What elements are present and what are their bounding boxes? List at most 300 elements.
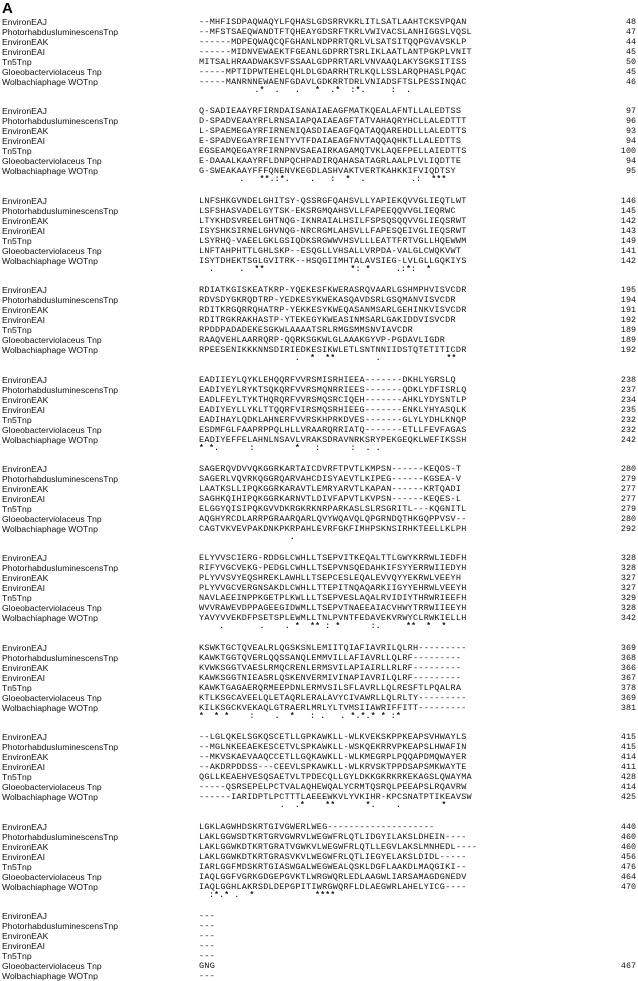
sequence-residues: LAKLGGWKDTKRTGRATVGWKVLWEGWFRLQTLLEGVLAKSLMNHEDL---- <box>199 841 478 852</box>
residue-position: 378 <box>620 682 636 693</box>
sequence-residues: ISYTDHEKTSGLGVITRK--HSQGIIMHTALAVSIEG-LVLGLLGQKIYS <box>199 255 467 266</box>
sequence-residues: ESDMFGLFAAPRPPQLHLLVRAARQRRIATQ-------ETLLFEVFAGAS <box>199 424 467 435</box>
alignment-block <box>0 911 638 981</box>
sequence-name: PhotorhabdusluminescensTnp <box>2 920 119 931</box>
alignment-row <box>0 593 638 603</box>
sequence-name: PhotorhabdusluminescensTnp <box>2 652 119 663</box>
residue-position: 280 <box>620 463 636 474</box>
sequence-name: EnvironEAI <box>2 225 45 236</box>
sequence-residues: LAKLGGWSDTKRTGRVGWRVLWEGWFRLQTLIDGYILAKSLDHEIN---- <box>199 831 467 842</box>
sequence-name: Tn5Tnp <box>2 414 32 425</box>
alignment-row <box>0 464 638 474</box>
residue-position: 96 <box>625 116 636 127</box>
alignment-row <box>0 405 638 415</box>
sequence-name: Wolbachiaphage WOTnp <box>2 792 98 803</box>
residue-position: 95 <box>625 166 636 177</box>
alignment-row <box>0 951 638 961</box>
residue-position: 279 <box>620 473 636 484</box>
residue-position: 237 <box>620 384 636 395</box>
sequence-residues: WVVRAWEVDPPAGEEGIDWMLLTSEPVTNAEEAIACVHWYTRRWIIEEYH <box>199 603 467 614</box>
sequence-name: Gloeobacterviolaceus Tnp <box>2 424 102 435</box>
sequence-residues: ELGGYQISIPQKGVVDKRGKRKNRPARKASLSLRSGRITL---KQGNITL <box>199 503 467 514</box>
residue-position: 45 <box>625 67 636 77</box>
sequence-name: EnvironEAJ <box>2 463 47 474</box>
residue-position: 279 <box>620 503 636 514</box>
alignment-row <box>0 37 638 47</box>
sequence-name: Tn5Tnp <box>2 146 32 157</box>
sequence-name: EnvironEAJ <box>2 106 47 117</box>
sequence-residues: LSYRHQ-VAEELGKLGSIQDKSRGWWVHSVLLLEATTFRTVGLLHQEWWM <box>199 235 467 246</box>
alignment-block <box>0 464 638 542</box>
sequence-residues: ------MIDNVEWAEKTFGEANLGDPRRTSRLIKLAATLANTPGKPLVNIT <box>199 47 472 57</box>
conservation-line <box>0 176 638 184</box>
sequence-name: Wolbachiaphage WOTnp <box>2 702 98 713</box>
alignment-row <box>0 911 638 921</box>
residue-position: 97 <box>625 106 636 117</box>
sequence-name: Tn5Tnp <box>2 682 32 693</box>
alignment-block <box>0 643 638 721</box>
conservation-symbols: :*.* . * **** <box>199 890 467 900</box>
figure-label: A <box>2 0 13 17</box>
alignment-row <box>0 514 638 524</box>
residue-position: 46 <box>625 77 636 87</box>
alignment-row <box>0 47 638 57</box>
residue-position: 232 <box>620 414 636 425</box>
sequence-name: Wolbachiaphage WOTnp <box>2 970 98 981</box>
sequence-name: Wolbachiaphage WOTnp <box>2 77 98 87</box>
sequence-residues: --MFSTSAEQWANDTFTQHEAYGDSRFTKRLVWIVACSLANHIGGSLVQSL <box>199 27 472 37</box>
residue-position: 146 <box>620 195 636 206</box>
sequence-name: EnvironEAK <box>2 126 49 137</box>
sequence-residues: MITSALHRAADWAKSVFSSAALGDPRRTARLVNVAAQLAKYSGKSITISS <box>199 57 467 67</box>
sequence-residues: --- <box>199 920 216 931</box>
residue-position: 141 <box>620 245 636 256</box>
conservation-line <box>0 713 638 721</box>
alignment-row <box>0 136 638 146</box>
alignment-row <box>0 57 638 67</box>
sequence-residues: E-DAAALKAAYRFLDNPQCHPADIRQAHASATAGRLAALPLVLIQDTTE <box>199 156 462 167</box>
sequence-residues: LNFSHKGVNDELGHITSY-QSSRGFQAHSVLLYAPIEKQVVGLIEQTLWT <box>199 195 467 206</box>
residue-position: 476 <box>620 861 636 872</box>
alignment-row <box>0 126 638 136</box>
sequence-name: EnvironEAK <box>2 215 49 226</box>
alignment-row <box>0 246 638 256</box>
sequence-residues: RDVSDYGKRQDTRP-YEDKESYKWEKASQAVDSRLGSQMANVISVCDR <box>199 295 456 306</box>
sequence-name: Gloeobacterviolaceus Tnp <box>2 603 102 614</box>
residue-position: 100 <box>620 146 636 157</box>
residue-position: 460 <box>620 831 636 842</box>
alignment-row <box>0 484 638 494</box>
conservation-symbols: .* . . * .* :*. : . <box>199 86 457 95</box>
sequence-name: EnvironEAJ <box>2 17 47 27</box>
sequence-name: EnvironEAK <box>2 662 49 673</box>
alignment-block <box>0 553 638 631</box>
sequence-residues: --- <box>199 910 216 921</box>
sequence-residues: --MGLNKEEAEKESCETVLSPKAWKLL-WSKQEKRRVPKEAPSLHWAFIN <box>199 742 467 753</box>
sequence-residues: --- <box>199 970 216 981</box>
sequence-residues: E-SPADVEGAYRFIENTYVTFDAIAEAGFNVTAQQAQHKTLLALEDTTS <box>199 136 462 147</box>
sequence-name: PhotorhabdusluminescensTnp <box>2 473 119 484</box>
alignment-block <box>0 732 638 810</box>
sequence-name: EnvironEAK <box>2 930 49 941</box>
sequence-residues: --- <box>199 940 216 951</box>
sequence-residues: EADIYEYLLYKLTTQQRFVIRSMQSRHIEEG-------ENKLYHYASQLK <box>199 404 467 415</box>
residue-position: 292 <box>620 523 636 534</box>
sequence-name: Gloeobacterviolaceus Tnp <box>2 692 102 703</box>
alignment-row <box>0 752 638 762</box>
sequence-name: EnvironEAK <box>2 752 49 763</box>
sequence-residues: IARLGGFMDSKRTGIASWGALWEGWEALQSKLDGFLAAKDLMAQGIKI-- <box>199 861 467 872</box>
residue-position: 232 <box>620 424 636 435</box>
sequence-name: Tn5Tnp <box>2 861 32 872</box>
residue-position: 327 <box>620 583 636 594</box>
alignment-row <box>0 573 638 583</box>
sequence-residues: LSFSHASVADELGYTSK-EKSRGMQAHSVLLFAPEEQQVVGLIEQRWC <box>199 205 456 216</box>
alignment-block <box>0 17 638 95</box>
residue-position: 238 <box>620 374 636 385</box>
residue-position: 44 <box>625 37 636 47</box>
sequence-residues: ------IARIDPTLPCTTTLAEEEWKVLYVKIHR-KPCSNATPTIKEAVSW <box>199 792 472 803</box>
residue-position: 328 <box>620 553 636 564</box>
residue-position: 470 <box>620 881 636 892</box>
alignment-row <box>0 673 638 683</box>
sequence-name: Gloeobacterviolaceus Tnp <box>2 960 102 971</box>
sequence-name: PhotorhabdusluminescensTnp <box>2 831 119 842</box>
residue-position: 191 <box>620 305 636 316</box>
sequence-residues: D-SPADVEAAYRFLRNSAIAPQAIAEAGFTATVAHAQRYHCLLALEDTTT <box>199 116 467 127</box>
residue-position: 195 <box>620 285 636 296</box>
sequence-residues: Q-SADIEAAYRFIRNDAISANAIAEAGFMATKQEALAFNTLLALEDTSS <box>199 106 462 117</box>
conservation-symbols: . <box>199 532 462 542</box>
alignment-row <box>0 971 638 981</box>
residue-position: 142 <box>620 215 636 226</box>
alignment-row <box>0 116 638 126</box>
conservation-line <box>0 534 638 542</box>
alignment-row <box>0 415 638 425</box>
sequence-residues: KAWKSGGTNIEASRLQSKENVERMIVINAPIAVRILQLRF--------- <box>199 672 462 683</box>
sequence-name: EnvironEAI <box>2 493 45 504</box>
alignment-row <box>0 285 638 295</box>
sequence-name: EnvironEAJ <box>2 195 47 206</box>
alignment-row <box>0 146 638 156</box>
sequence-residues: --- <box>199 950 216 961</box>
sequence-residues: KAWKTGGTQVERLQQSSANQLEMMVILLAFIAVRLLQLRF--------- <box>199 652 462 663</box>
sequence-name: Tn5Tnp <box>2 503 32 514</box>
sequence-residues: ------MDPEQWAQCQFGHANLNDPRRTQRLVLSATSITQQPGVAVSKLP <box>199 37 467 47</box>
conservation-line <box>0 445 638 453</box>
alignment-row <box>0 732 638 742</box>
alignment-row <box>0 156 638 166</box>
sequence-name: Wolbachiaphage WOTnp <box>2 523 98 534</box>
residue-position: 142 <box>620 255 636 266</box>
sequence-residues: PLYVVGCVERGNSAKDLCWHLLTTEPITNQAQARKIIGYYEHRWLVEEYH <box>199 583 467 594</box>
sequence-name: EnvironEAI <box>2 762 45 773</box>
alignment-row <box>0 643 638 653</box>
sequence-name: EnvironEAJ <box>2 553 47 564</box>
alignment-row <box>0 862 638 872</box>
sequence-residues: --AKDRPDDSS---CEEVLSPKAWKLL-WLKRVSKTPPDSAPSMKWAYTE <box>199 762 467 773</box>
residue-position: 327 <box>620 573 636 584</box>
sequence-residues: -----QSRSEPELPCTVALAQHEWQALYCRMTQSRQLPEEAPSLRQAVRW <box>199 782 467 793</box>
sequence-name: Wolbachiaphage WOTnp <box>2 255 98 266</box>
sequence-name: EnvironEAJ <box>2 732 47 743</box>
alignment-row <box>0 27 638 37</box>
conservation-line <box>0 802 638 810</box>
residue-position: 411 <box>620 762 636 773</box>
sequence-residues: PLYVVSVYEQSHREKLAWHLLTSEPCESLEQALEVVQYYEKRWLVEEYH <box>199 573 462 584</box>
conservation-line <box>0 892 638 900</box>
alignment-row <box>0 872 638 882</box>
sequence-name: Tn5Tnp <box>2 235 32 246</box>
sequence-residues: IAQLGGFVGRKGDGEPGVKTLWRGWQRLEDLAAGWLIARSAMAGDGNEDV <box>199 871 467 882</box>
residue-position: 93 <box>625 126 636 137</box>
alignment-row <box>0 504 638 514</box>
sequence-residues: SAGERLVQVRKQGGRQARVAHCDISYAEVTLKIPEG------KGSEA-V <box>199 473 462 484</box>
sequence-name: Tn5Tnp <box>2 593 32 604</box>
conservation-symbols: * *. : * : : . . <box>199 443 462 453</box>
residue-position: 414 <box>620 752 636 763</box>
residue-position: 342 <box>620 613 636 624</box>
residue-position: 149 <box>620 235 636 246</box>
sequence-name: EnvironEAK <box>2 37 49 47</box>
sequence-name: Gloeobacterviolaceus Tnp <box>2 245 102 256</box>
sequence-name: Tn5Tnp <box>2 950 32 961</box>
alignment-row <box>0 385 638 395</box>
residue-position: 415 <box>620 742 636 753</box>
sequence-name: EnvironEAI <box>2 940 45 951</box>
sequence-residues: QGLLKEAEHVESQSAETVLTPDECQLLGYLDKKGKRKRKEKAGSLQWAYMA <box>199 772 472 783</box>
residue-position: 192 <box>620 315 636 326</box>
sequence-residues: RAAQVEHLAARRQRP-QQRKSGKWLGLAAAKGYVP-PGDAVLIGDR <box>199 335 446 346</box>
sequence-name: EnvironEAK <box>2 483 49 494</box>
residue-position: 143 <box>620 225 636 236</box>
alignment-row <box>0 842 638 852</box>
alignment-row <box>0 553 638 563</box>
sequence-residues: EADIYEFFELAHNLNSAVLVRAKSDRAVNRKSRYPEKGEQKLWEFIKSSH <box>199 434 467 445</box>
conservation-symbols: . * ** . ** <box>199 354 462 364</box>
alignment-row <box>0 563 638 573</box>
sequence-name: EnvironEAI <box>2 851 45 862</box>
alignment-row <box>0 653 638 663</box>
residue-position: 367 <box>620 672 636 683</box>
sequence-name: EnvironEAI <box>2 583 45 594</box>
sequence-residues: NAVLAEEINPPKGETPLKWLLLTSEPVESLAQALRVIDIYTHRWRIEEFH <box>199 593 467 604</box>
sequence-name: Gloeobacterviolaceus Tnp <box>2 871 102 882</box>
sequence-residues: KAWKTGAGAERQRMEEPDNLERMVSILSFLAVRLLQLRESFTLPQALRA <box>199 682 462 693</box>
sequence-residues: SAGERQVDVVQKGGRKARTAICDVRFTPVTLKMPSN------KEQOS-T <box>199 463 462 474</box>
sequence-name: EnvironEAJ <box>2 821 47 832</box>
alignment-row <box>0 782 638 792</box>
residue-position: 280 <box>620 513 636 524</box>
alignment-row <box>0 852 638 862</box>
sequence-residues: --MHFISDPAQWAQYLFQHASLGDSRRVKRLITLSATLAAHTCKSVPQAN <box>199 17 467 27</box>
residue-position: 277 <box>620 493 636 504</box>
sequence-residues: RDITRGKRAKHASTP-YTEKEGYKWEASINMSARLGAKIDDVISVCDR <box>199 315 456 326</box>
sequence-residues: EADIIEYLQYKLEHQQRFVVRSMISRHIEEA-------DKHLYGRSLQ <box>199 374 456 385</box>
alignment-row <box>0 216 638 226</box>
alignment-row <box>0 335 638 345</box>
sequence-name: Gloeobacterviolaceus Tnp <box>2 782 102 793</box>
residue-position: 425 <box>620 792 636 803</box>
residue-position: 145 <box>620 205 636 216</box>
alignment-row <box>0 305 638 315</box>
residue-position: 467 <box>620 960 636 971</box>
alignment-row <box>0 583 638 593</box>
sequence-name: Gloeobacterviolaceus Tnp <box>2 335 102 346</box>
residue-position: 94 <box>625 156 636 167</box>
alignment-block <box>0 375 638 453</box>
alignment-block <box>0 285 638 363</box>
sequence-name: EnvironEAK <box>2 305 49 316</box>
sequence-name: Wolbachiaphage WOTnp <box>2 434 98 445</box>
sequence-residues: KVWKSGGTVAESLRMQCRENLERMSVILAPIAIRLLRLRF--------- <box>199 662 462 673</box>
residue-position: 440 <box>620 821 636 832</box>
residue-position: 366 <box>620 662 636 673</box>
sequence-residues: LGKLAGWHDSKRTGIVGWERLWEG-------------------- <box>199 821 435 832</box>
alignment-row <box>0 762 638 772</box>
conservation-line <box>0 623 638 631</box>
residue-position: 45 <box>625 47 636 57</box>
sequence-name: EnvironEAI <box>2 136 45 147</box>
sequence-name: EnvironEAI <box>2 315 45 326</box>
sequence-name: EnvironEAI <box>2 672 45 683</box>
residue-position: 415 <box>620 732 636 743</box>
residue-position: 189 <box>620 325 636 336</box>
sequence-residues: LAATKSLLIPQKGGRKARAVTLEMRYARVTLKAPAN------KRTQADI <box>199 483 462 494</box>
alignment-row <box>0 663 638 673</box>
sequence-name: PhotorhabdusluminescensTnp <box>2 384 119 395</box>
sequence-residues: G-SWEAKAAYFFFQNENVKEGDLASHVAKTVERTKAHKKIFVIQDTSY <box>199 166 456 177</box>
alignment-row <box>0 325 638 335</box>
residue-position: 242 <box>620 434 636 445</box>
conservation-symbols: . . . * ** : * :. ** * * <box>199 622 467 632</box>
alignment-row <box>0 742 638 752</box>
sequence-name: Tn5Tnp <box>2 325 32 336</box>
sequence-name: Gloeobacterviolaceus Tnp <box>2 513 102 524</box>
alignment-row <box>0 961 638 971</box>
residue-position: 414 <box>620 782 636 793</box>
alignment-row <box>0 832 638 842</box>
residue-position: 328 <box>620 603 636 614</box>
conservation-symbols: . **.:*. . : * . .: *** <box>199 175 457 185</box>
alignment-row <box>0 683 638 693</box>
sequence-residues: RIFYVGCVEKG-PEDGLCWHLLTSEPVNSQEDAHKIFSYYERRWIIEDYH <box>199 563 467 574</box>
sequence-residues: RDITKRGQRRQHATRP-YEKKESYKWEQASANMSARLGEHINKVISVCDR <box>199 305 467 316</box>
alignment-row <box>0 772 638 782</box>
sequence-name: EnvironEAK <box>2 841 49 852</box>
sequence-residues: ELYVVSCIERG-RDDGLCWHLLTSEPVITKEQALTTLGWYKRRWLIEDFH <box>199 553 467 564</box>
residue-position: 189 <box>620 335 636 346</box>
conservation-line <box>0 266 638 274</box>
sequence-name: EnvironEAK <box>2 394 49 405</box>
sequence-residues: AQGHYRCDLARRPGRAARQARLQVYWQAVQLQPGRNDQTHKGQPPVSV-- <box>199 513 467 524</box>
residue-position: 277 <box>620 483 636 494</box>
residue-position: 369 <box>620 642 636 653</box>
residue-position: 194 <box>620 295 636 306</box>
sequence-name: Wolbachiaphage WOTnp <box>2 881 98 892</box>
alignment-row <box>0 941 638 951</box>
sequence-residues: KSWKTGCTQVEALRLQGSKSNLEMIITQIAFIAVRILQLRH--------- <box>199 642 467 653</box>
sequence-name: EnvironEAK <box>2 573 49 584</box>
sequence-residues: KTLKSGCAVEELQLETAQRLERALAVYCIVAWRLLQLRLTY--------- <box>199 692 467 703</box>
alignment-row <box>0 315 638 325</box>
residue-position: 48 <box>625 17 636 27</box>
sequence-name: Wolbachiaphage WOTnp <box>2 166 98 177</box>
sequence-residues: EGSEAMQEGAYRFIRNPNVSAEAIRKAGAMQTVKLAQEFPELLAIEDTTS <box>199 146 467 157</box>
sequence-residues: ISYSHKSIRNELGHVNQG-NRCRGMLAHSVLLFAPESQEIVGLIEQSRWT <box>199 225 467 236</box>
alignment-block <box>0 106 638 184</box>
residue-position: 192 <box>620 345 636 356</box>
sequence-residues: GNG <box>199 960 216 971</box>
sequence-residues: RPDDPADADEKESGKWLAAAATSRLRMGSMMSNVIAVCDR <box>199 325 414 336</box>
sequence-name: EnvironEAI <box>2 404 45 415</box>
sequence-residues: LAKLGGWKDTKRTGRASVKVLWEGWFRLQTLIEGYELAKSLDIDL----- <box>199 851 467 862</box>
alignment-row <box>0 822 638 832</box>
alignment-row <box>0 921 638 931</box>
sequence-residues: EADLFEYLTYKTHQRQRFVVRSMQSRCIQEH-------AHKLYDYSNTLP <box>199 394 467 405</box>
sequence-alignment <box>0 17 638 981</box>
sequence-name: Wolbachiaphage WOTnp <box>2 345 98 356</box>
sequence-name: EnvironEAJ <box>2 374 47 385</box>
residue-position: 329 <box>620 593 636 604</box>
sequence-name: EnvironEAI <box>2 47 45 57</box>
conservation-symbols: * * * : . * : . . *.*.* * :* <box>199 711 462 721</box>
sequence-name: PhotorhabdusluminescensTnp <box>2 205 119 216</box>
sequence-name: PhotorhabdusluminescensTnp <box>2 742 119 753</box>
sequence-residues: EADIYEYLRYKTSQKQRFVVRSMQNRRIEES-------QDKLYDFISRLQ <box>199 384 467 395</box>
sequence-residues: --MKVSKAEVAAQCCETLLGQKAWKLL-WLKMEGRPLPQQAPDMQWAYER <box>199 752 467 763</box>
conservation-line <box>0 87 638 95</box>
sequence-name: PhotorhabdusluminescensTnp <box>2 563 119 574</box>
sequence-name: PhotorhabdusluminescensTnp <box>2 27 119 37</box>
sequence-residues: --LGLQKELSGKQSCETLLGPKAWKLL-WLKVEKSKPPKEAPSVHWAYLS <box>199 732 467 743</box>
alignment-row <box>0 603 638 613</box>
residue-position: 94 <box>625 136 636 147</box>
conservation-symbols: . . ** *: * .:*: * <box>199 264 462 274</box>
alignment-row <box>0 106 638 116</box>
sequence-residues: LTYKHDSVREELGHTNQG-IKNRAIALHSILFSPSQSQQVVGLIEQSRWT <box>199 215 467 226</box>
sequence-residues: RPEESENIKKKNNSDIRIEDKESIKWLETLSNTNNIIDSTQTETITICDR <box>199 345 467 356</box>
residue-position: 47 <box>625 27 636 37</box>
alignment-row <box>0 425 638 435</box>
residue-position: 369 <box>620 692 636 703</box>
alignment-block <box>0 196 638 274</box>
residue-position: 368 <box>620 652 636 663</box>
alignment-row <box>0 474 638 484</box>
sequence-name: EnvironEAJ <box>2 910 47 921</box>
sequence-residues: YAVYVVEKDFPSETSPLEWMLLTNLPVNTFEDAVEKVRWYCLRWKIELLH <box>199 613 467 624</box>
sequence-name: PhotorhabdusluminescensTnp <box>2 116 119 127</box>
residue-position: 234 <box>620 394 636 405</box>
alignment-row <box>0 931 638 941</box>
alignment-row <box>0 375 638 385</box>
residue-position: 456 <box>620 851 636 862</box>
sequence-residues: LNFTAHPHTTLGHLSKP--ESQGLLVHSALLVRPDA-VALGLCWQKVWT <box>199 245 462 256</box>
sequence-name: Gloeobacterviolaceus Tnp <box>2 156 102 167</box>
sequence-name: Tn5Tnp <box>2 57 32 67</box>
sequence-residues: SAGHKQIHIPQKGGRKARNVTLDIVFAPVTLKVPSN------KEQES-L <box>199 493 462 504</box>
residue-position: 381 <box>620 702 636 713</box>
sequence-name: Wolbachiaphage WOTnp <box>2 613 98 624</box>
alignment-row <box>0 226 638 236</box>
sequence-name: Gloeobacterviolaceus Tnp <box>2 67 102 77</box>
sequence-name: EnvironEAJ <box>2 285 47 296</box>
sequence-residues: RDIATKGISKEATKRP-YQEKESFKWERASRQVAARLGSHMPHVISVCDR <box>199 285 467 296</box>
alignment-row <box>0 206 638 216</box>
residue-position: 50 <box>625 57 636 67</box>
conservation-line <box>0 355 638 363</box>
alignment-row <box>0 494 638 504</box>
